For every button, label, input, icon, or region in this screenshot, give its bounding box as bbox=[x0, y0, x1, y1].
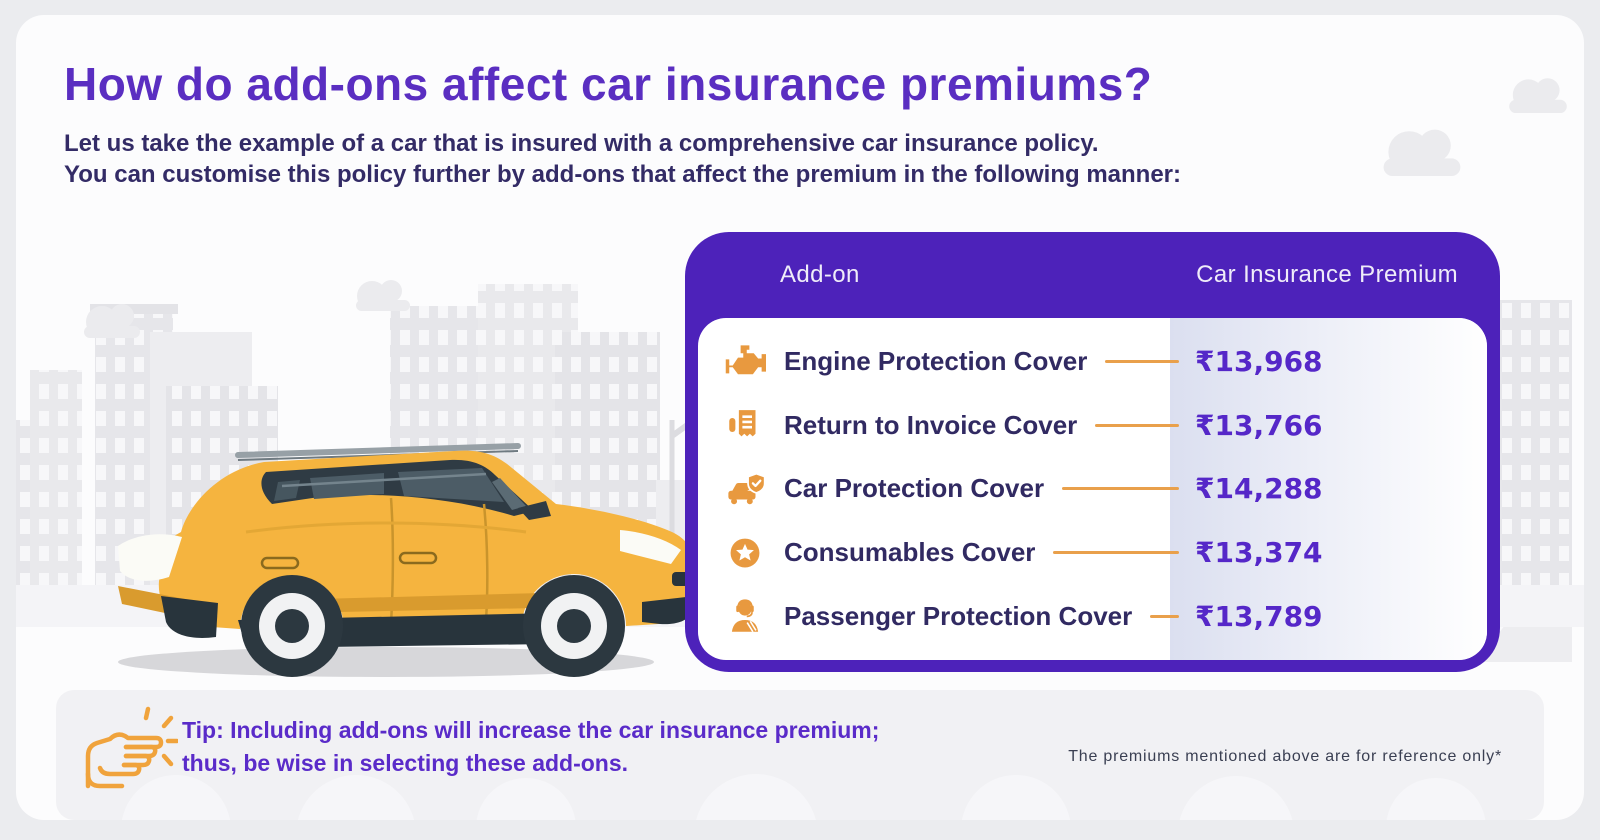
car-shield-icon bbox=[724, 468, 766, 510]
table-body bbox=[698, 318, 1487, 660]
tip-line-2: thus, be wise in selecting these add-ons. bbox=[182, 750, 629, 776]
reference-footnote: The premiums mentioned above are for reference only* bbox=[1068, 748, 1502, 765]
tip-band bbox=[56, 690, 1544, 820]
table-row bbox=[698, 468, 1487, 510]
premium-value: ₹13,789 bbox=[1195, 599, 1323, 633]
addon-premium-card bbox=[685, 232, 1500, 672]
leader-line bbox=[1105, 360, 1179, 363]
infographic-panel bbox=[16, 15, 1584, 820]
leader-line bbox=[1095, 424, 1179, 427]
engine-icon bbox=[724, 341, 766, 383]
subtitle-line-1: Let us take the example of a car that is insured with a comprehensive car insurance policy. bbox=[64, 130, 1099, 157]
table-row bbox=[698, 595, 1487, 637]
yellow-suv-illustration bbox=[86, 410, 706, 695]
leader-line bbox=[1150, 615, 1179, 618]
addon-label: Engine Protection Cover bbox=[784, 346, 1088, 377]
page-subtitle bbox=[64, 128, 1181, 190]
table-row bbox=[698, 404, 1487, 446]
cloud-icon bbox=[1374, 123, 1470, 181]
premium-value: ₹13,374 bbox=[1195, 536, 1323, 570]
leader-line bbox=[1053, 551, 1179, 554]
column-header-premium: Car Insurance Premium bbox=[1196, 261, 1458, 288]
table-row bbox=[698, 532, 1487, 574]
table-header bbox=[685, 232, 1500, 318]
subtitle-line-2: You can customise this policy further by add-ons that affect the premium in the following manner: bbox=[64, 161, 1182, 188]
tip-line-1: Tip: Including add-ons will increase the car insurance premium; bbox=[182, 717, 880, 743]
invoice-icon bbox=[724, 404, 766, 446]
tip-text bbox=[182, 714, 879, 780]
table-row bbox=[698, 341, 1487, 383]
addon-label: Consumables Cover bbox=[784, 537, 1036, 568]
leader-line bbox=[1062, 487, 1179, 490]
pointing-hand-icon bbox=[74, 704, 178, 804]
addon-label: Return to Invoice Cover bbox=[784, 409, 1078, 440]
premium-value: ₹13,766 bbox=[1195, 408, 1323, 442]
column-header-addon: Add-on bbox=[780, 261, 860, 288]
passenger-icon bbox=[724, 595, 766, 637]
cloud-icon bbox=[1502, 73, 1574, 117]
addon-label: Passenger Protection Cover bbox=[784, 600, 1133, 631]
star-badge-icon bbox=[724, 532, 766, 574]
premium-value: ₹14,288 bbox=[1195, 472, 1323, 506]
addon-label: Car Protection Cover bbox=[784, 473, 1045, 504]
page-title: How do add-ons affect car insurance premiums? bbox=[64, 58, 1153, 110]
premium-value: ₹13,968 bbox=[1195, 345, 1323, 379]
